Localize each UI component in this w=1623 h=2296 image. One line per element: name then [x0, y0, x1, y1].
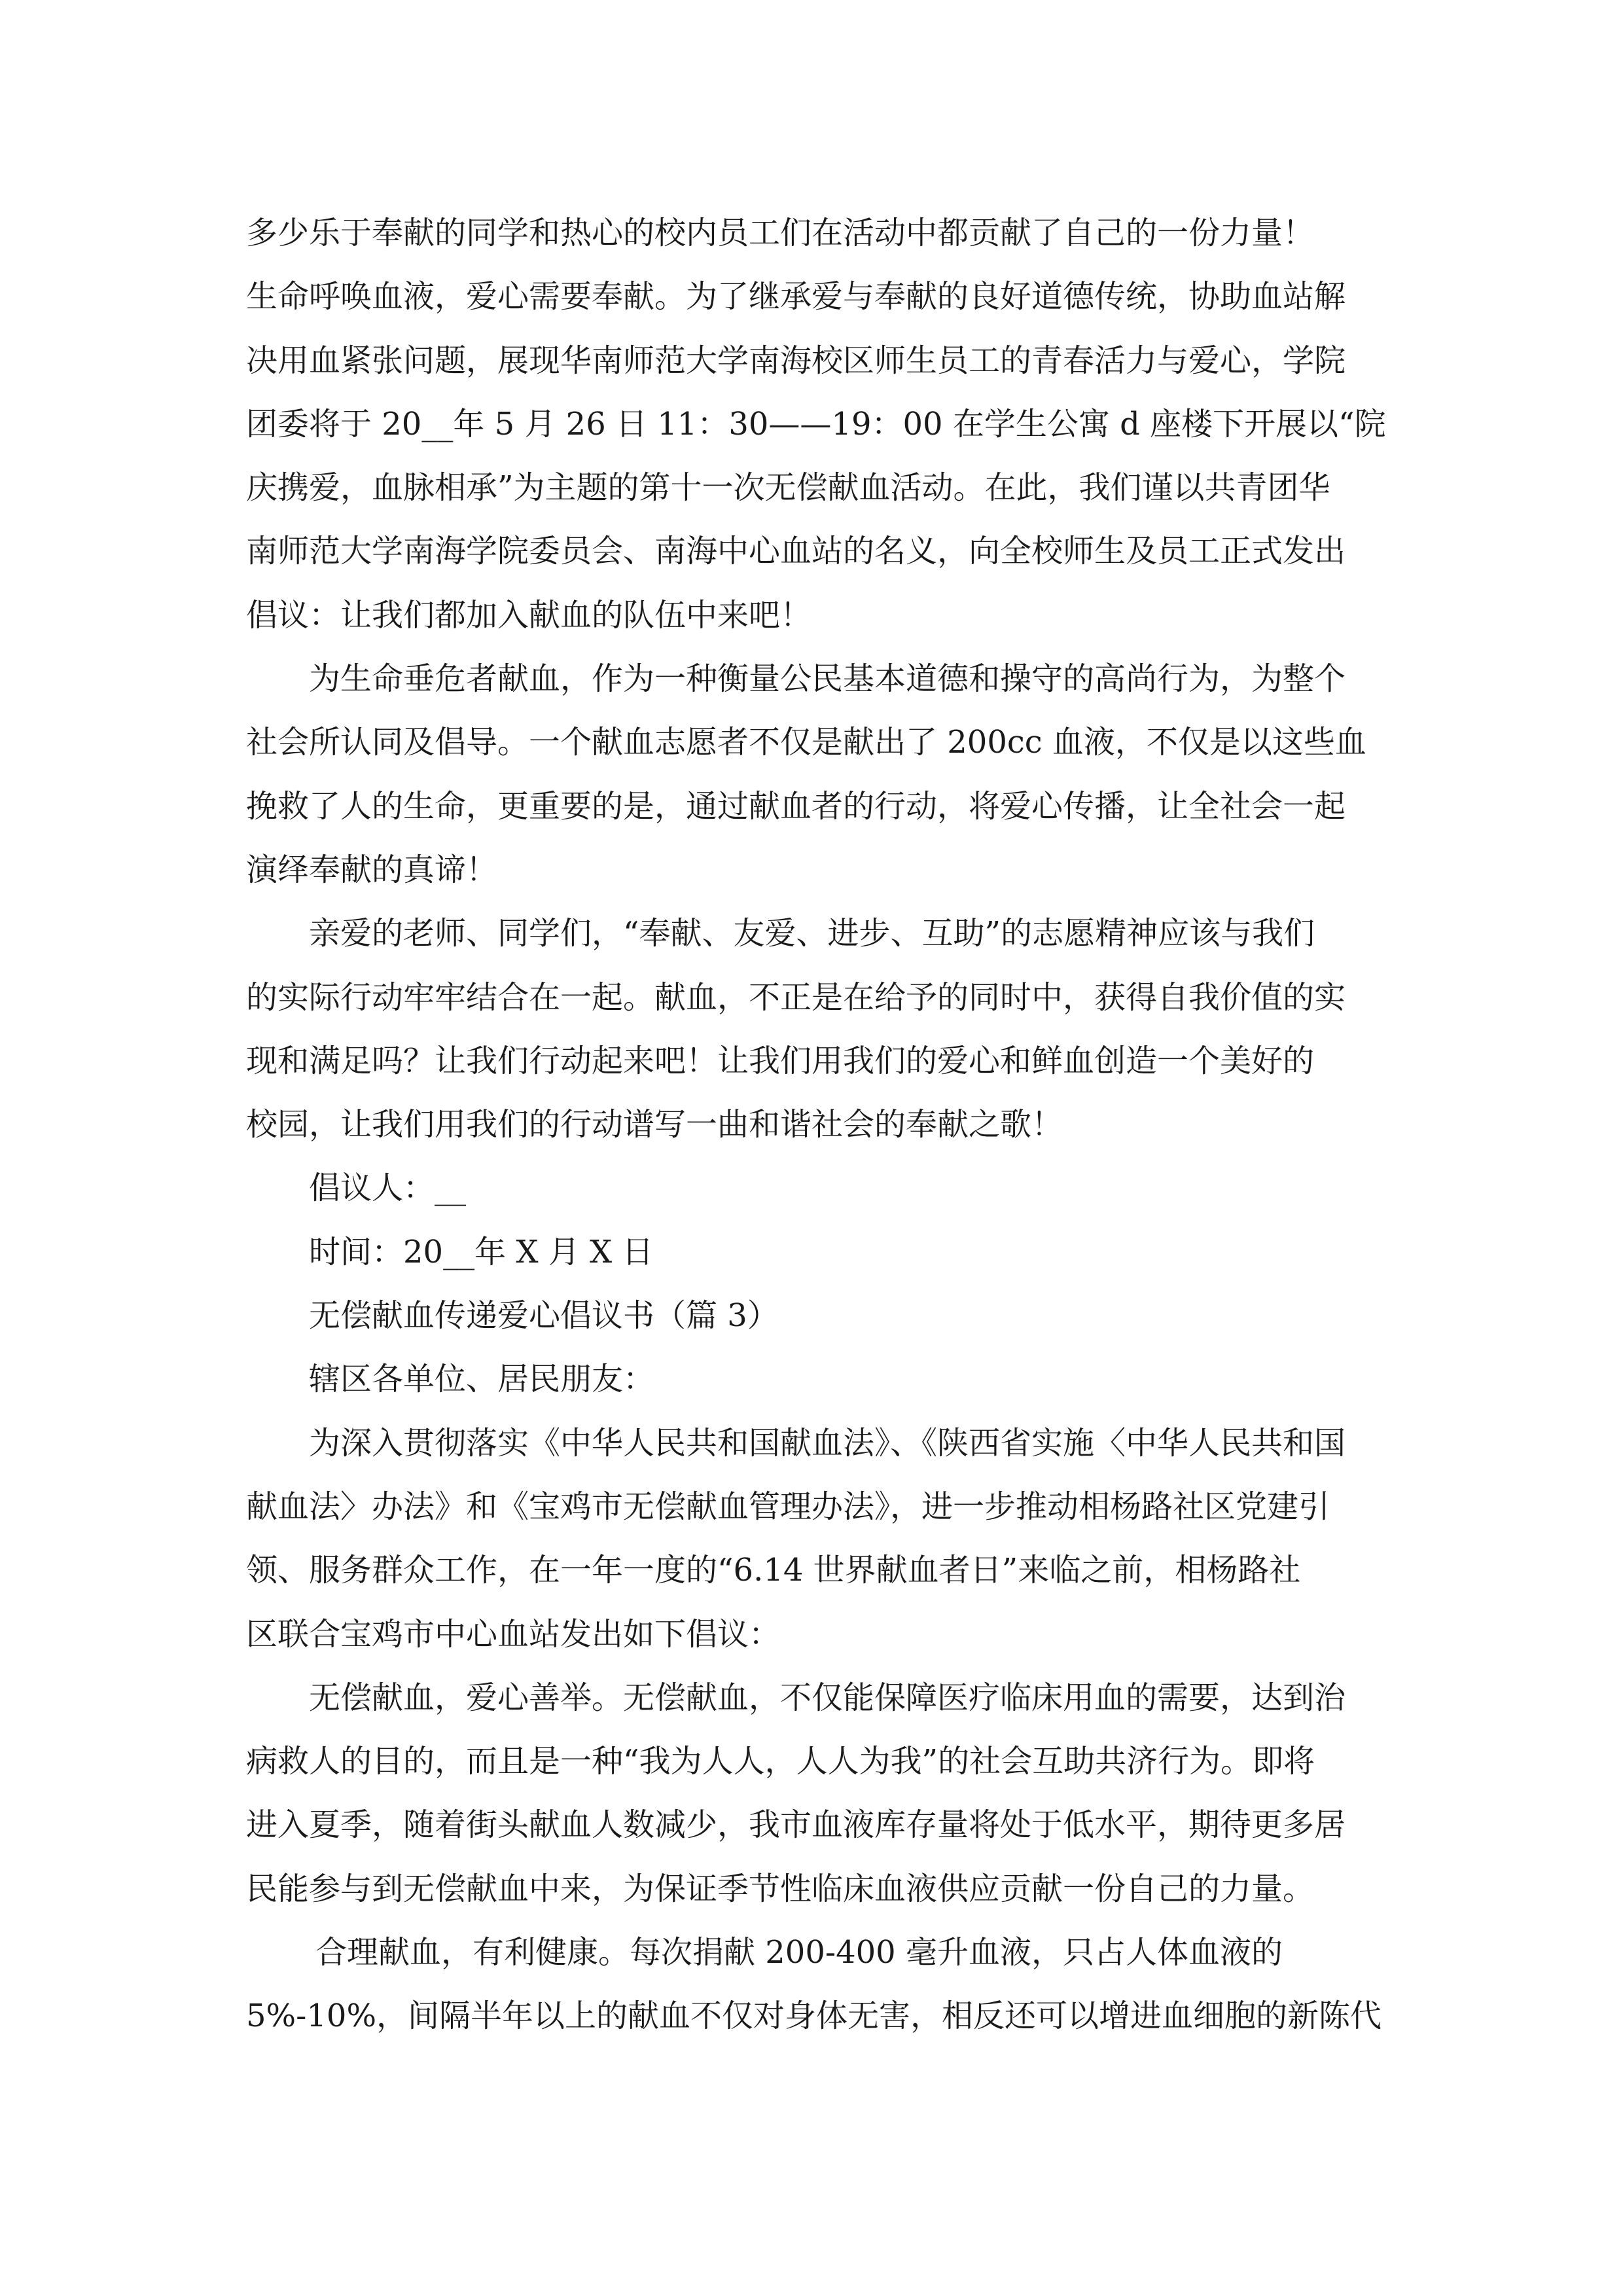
text-line: 为深入贯彻落实《中华人民共和国献血法》、《陕西省实施〈中华人民共和国: [309, 1424, 1346, 1462]
text-line: 亲爱的老师、同学们，“奉献、友爱、进步、互助”的志愿精神应该与我们: [309, 915, 1315, 952]
text-line: 病救人的目的，而且是一种“我为人人，人人为我”的社会互助共济行为。即将: [246, 1743, 1315, 1780]
text-line: 挽救了人的生命，更重要的是，通过献血者的行动，将爱心传播，让全社会一起: [246, 787, 1346, 825]
text-line: 的实际行动牢牢结合在一起。献血，不正是在给予的同时中，获得自我价值的实: [246, 978, 1346, 1016]
document-body: [246, 202, 1386, 2049]
signature-line: 倡议人：__: [309, 1170, 467, 1207]
text-line: 社会所认同及倡导。一个献血志愿者不仅是献出了 200cc 血液，不仅是以这些血: [246, 724, 1366, 761]
text-line: 团委将于 20__年 5 月 26 日 11：30——19：00 在学生公寓 d 座楼下开展以“院: [246, 405, 1386, 442]
text-line: 倡议：让我们都加入献血的队伍中来吧！: [246, 596, 812, 634]
text-line: 5%-10%，间隔半年以上的献血不仅对身体无害，相反还可以增进血细胞的新陈代: [246, 1998, 1382, 2035]
text-line: 现和满足吗？让我们行动起来吧！让我们用我们的爱心和鲜血创造一个美好的: [246, 1042, 1315, 1079]
text-line: 生命呼唤血液，爱心需要奉献。为了继承爱与奉献的良好道德传统，协助血站解: [246, 278, 1346, 315]
text-line: 献血法〉办法》和《宝鸡市无偿献血管理办法》，进一步推动相杨路社区党建引: [246, 1488, 1330, 1525]
text-line: 庆携爱，血脉相承”为主题的第十一次无偿献血活动。在此，我们谨以共青团华: [246, 469, 1330, 507]
text-line: 多少乐于奉献的同学和热心的校内员工们在活动中都贡献了自己的一份力量！: [246, 215, 1315, 251]
text-line: 演绎奉献的真谛！: [246, 851, 498, 888]
text-line: 进入夏季，随着街头献血人数减少，我市血液库存量将处于低水平，期待更多居: [246, 1806, 1346, 1844]
text-line: 校园，让我们用我们的行动谱写一曲和谐社会的奉献之歌！: [246, 1106, 1063, 1143]
text-line: 决用血紧张问题，展现华南师范大学南海校区师生员工的青春活力与爱心，学院: [246, 342, 1346, 379]
section-title: 无偿献血传递爱心倡议书（篇 3）: [309, 1297, 779, 1335]
date-line: 时间：20__年 X 月 X 日: [309, 1233, 654, 1270]
text-line: 无偿献血，爱心善举。无偿献血，不仅能保障医疗临床用血的需要，达到治: [309, 1679, 1346, 1716]
text-line: 领、服务群众工作，在一年一度的“6.14 世界献血者日”来临之前，相杨路社: [246, 1552, 1301, 1589]
text-line: 南师范大学南海学院委员会、南海中心血站的名义，向全校师生及员工正式发出: [246, 533, 1346, 570]
text-line: 民能参与到无偿献血中来，为保证季节性临床血液供应贡献一份自己的力量。: [246, 1870, 1315, 1907]
text-line: 为生命垂危者献血，作为一种衡量公民基本道德和操守的高尚行为，为整个: [309, 660, 1346, 698]
text-line: 区联合宝鸡市中心血站发出如下倡议：: [246, 1615, 781, 1653]
text-line: 合理献血，有利健康。每次捐献 200-400 毫升血液，只占人体血液的: [315, 1934, 1283, 1971]
salutation: 辖区各单位、居民朋友：: [309, 1361, 655, 1398]
